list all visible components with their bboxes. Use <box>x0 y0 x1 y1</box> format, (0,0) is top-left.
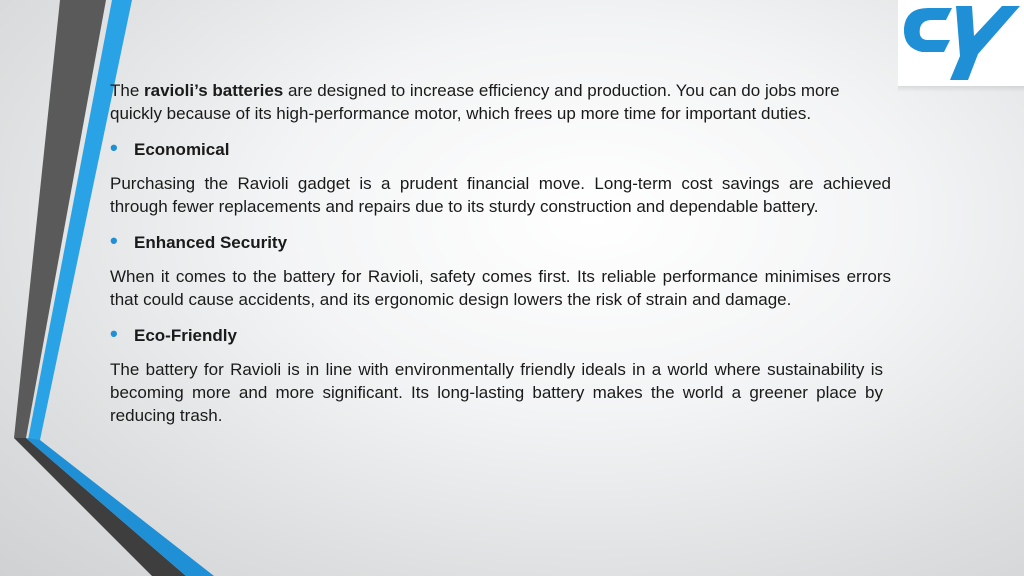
blue-bottom-stripe <box>26 438 214 576</box>
logo-y-shape <box>950 6 1020 80</box>
section-heading: Eco-Friendly <box>134 326 237 345</box>
intro-rest: are designed to increase efficiency and production. You can do jobs more quickly because of its high-performance motor, which frees up more time for important duties. <box>110 81 840 123</box>
intro-prefix: The <box>110 81 145 100</box>
bullet-eco-friendly <box>110 322 891 347</box>
slide-content <box>110 79 891 438</box>
section-heading: Economical <box>134 140 230 159</box>
bullet-icon: • <box>110 321 118 346</box>
section-paragraph: The battery for Ravioli is in line with environmentally friendly ideals in a world where sustainability is becoming more and more significant. Its long-lasting battery makes the world a greener place by reducing trash. <box>110 360 883 425</box>
dark-bottom-stripe <box>14 438 186 576</box>
bullet-icon: • <box>110 228 118 253</box>
section-heading: Enhanced Security <box>134 233 288 252</box>
cy-logo-icon <box>898 0 1024 86</box>
logo-c-shape <box>904 8 952 52</box>
intro-paragraph <box>110 79 891 125</box>
bullet-enhanced-security <box>110 229 891 254</box>
section-paragraph: When it comes to the battery for Ravioli, safety comes first. Its reliable performance minimises errors that could cause accidents, and its ergonomic design lowers the risk of strain and damage. <box>110 267 891 309</box>
company-logo <box>898 0 1024 86</box>
bullet-icon: • <box>110 135 118 160</box>
section-paragraph: Purchasing the Ravioli gadget is a prudent financial move. Long-term cost savings are achieved through fewer replacements and repairs due to its sturdy construction and dependable battery. <box>110 174 891 216</box>
bullet-economical <box>110 136 891 161</box>
gray-stripe <box>14 0 106 438</box>
intro-bold-text: ravioli’s batteries <box>144 81 284 100</box>
